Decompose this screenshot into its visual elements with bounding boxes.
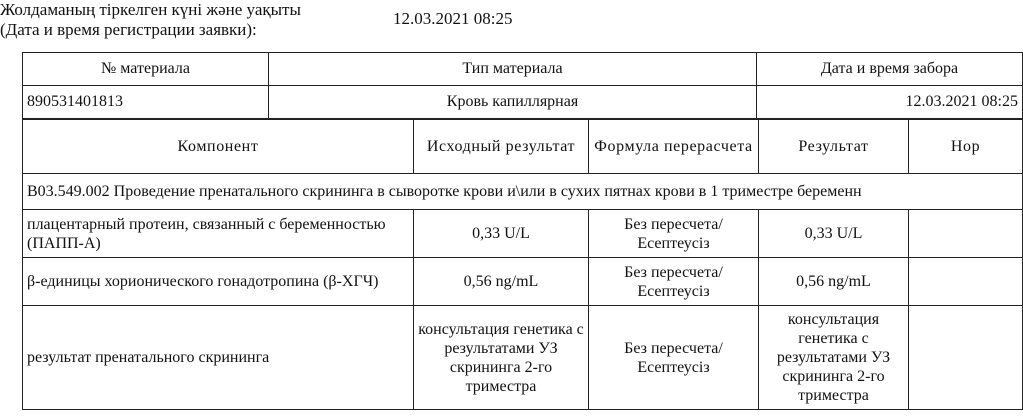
component-name: β-единицы хорионического гонадотропина (β-ХГЧ) xyxy=(23,258,414,306)
table-row xyxy=(23,306,1023,410)
norm-value xyxy=(909,306,1023,410)
result-value: 0,33 U/L xyxy=(759,210,909,258)
material-table xyxy=(22,52,1023,119)
recalc-formula: Без пересчета/ Есептеусіз xyxy=(589,210,759,258)
initial-result: 0,56 ng/mL xyxy=(414,258,589,306)
header-material-type: Тип материала xyxy=(269,53,757,86)
component-name: результат пренатального скрининга xyxy=(23,306,414,410)
material-number: 890531401813 xyxy=(23,86,269,119)
registration-label-kz: Жолдаманың тіркелген күні және уақыты xyxy=(0,0,301,19)
header-collection-datetime: Дата и время забора xyxy=(757,53,1023,86)
initial-result: консультация генетика с результатами УЗ скрининга 2-го триместра xyxy=(414,306,589,410)
registration-label-ru: (Дата и время регистрации заявки): xyxy=(0,20,257,39)
header-component: Компонент xyxy=(23,120,414,174)
header-initial-result: Исходный результат xyxy=(414,120,589,174)
result-value: 0,56 ng/mL xyxy=(759,258,909,306)
results-table xyxy=(22,119,1023,410)
table-row xyxy=(23,258,1023,306)
header-formula: Формула перерасчета xyxy=(589,120,759,174)
norm-value xyxy=(909,258,1023,306)
component-name: плацентарный протеин, связанный с беременностью (ПАПП-А) xyxy=(23,210,414,258)
header-material-number: № материала xyxy=(23,53,269,86)
initial-result: 0,33 U/L xyxy=(414,210,589,258)
collection-datetime: 12.03.2021 08:25 xyxy=(757,86,1023,119)
header-norm: Нор xyxy=(909,120,1023,174)
material-header-row xyxy=(23,53,1023,86)
results-header-row xyxy=(23,120,1023,174)
section-title: B03.549.002 Проведение пренатального скрининга в сыворотке крови и\или в сухих пятнах крови в 1 триместре беременн xyxy=(23,174,1023,210)
registration-label xyxy=(0,0,301,40)
recalc-formula: Без пересчета/ Есептеусіз xyxy=(589,306,759,410)
material-row xyxy=(23,86,1023,119)
section-title-row xyxy=(23,174,1023,210)
recalc-formula: Без пересчета/ Есептеусіз xyxy=(589,258,759,306)
result-value: консультация генетика с результатами УЗ скрининга 2-го триместра xyxy=(759,306,909,410)
norm-value xyxy=(909,210,1023,258)
header-result: Результат xyxy=(759,120,909,174)
material-type: Кровь капиллярная xyxy=(269,86,757,119)
registration-datetime: 12.03.2021 08:25 xyxy=(393,9,513,28)
table-row xyxy=(23,210,1023,258)
